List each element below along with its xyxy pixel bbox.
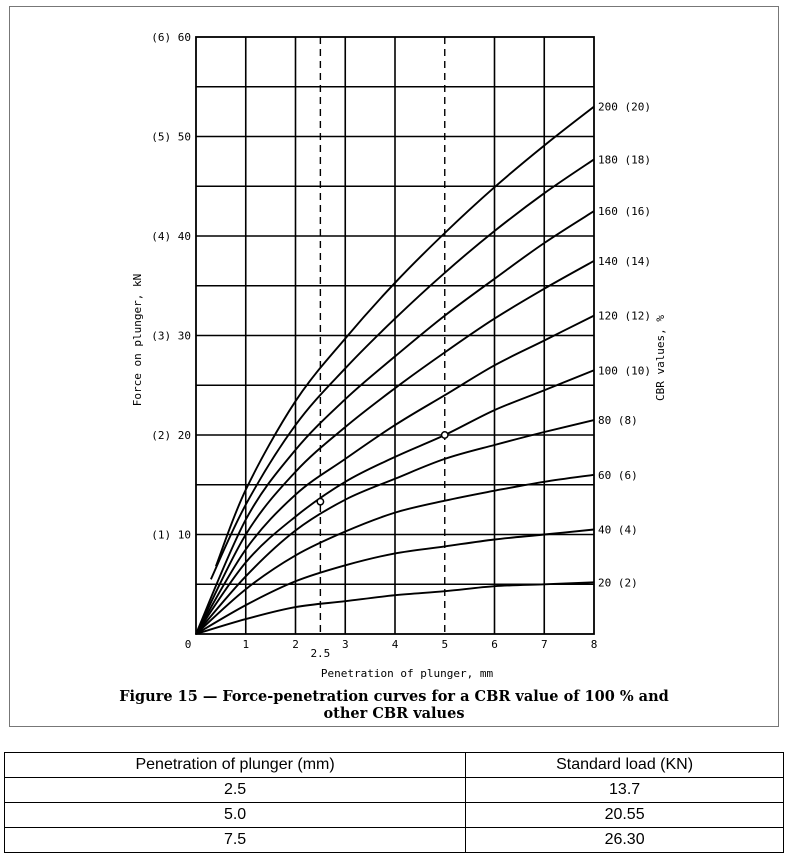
- penetration-cell: 5.0: [5, 803, 466, 828]
- table-row: [5, 778, 784, 803]
- table-row: [5, 828, 784, 853]
- y-tick-label: (6) 60: [151, 31, 191, 44]
- column-header-standard-load: Standard load (KN): [466, 753, 784, 778]
- cbr-curve-label: 60 (6): [598, 468, 638, 482]
- y-tick-label: (2) 20: [151, 429, 191, 442]
- y-axis-title: Force on plunger, kN: [131, 273, 144, 407]
- x-tick-label: 4: [391, 638, 399, 651]
- x-tick-label: 3: [341, 638, 349, 651]
- cbr-curve-label: 100 (10): [598, 364, 651, 378]
- y-tick-label: (5) 50: [151, 130, 191, 144]
- table-header-row: [5, 753, 784, 778]
- x-tick-label: 0: [184, 638, 192, 651]
- table-row: [5, 803, 784, 828]
- reference-point-marker: [442, 432, 448, 438]
- cbr-curve-label: 20 (2): [598, 576, 638, 590]
- cbr-curve-label: 40 (4): [598, 523, 638, 537]
- penetration-cell: 2.5: [5, 778, 466, 803]
- y-tick-label: (3) 30: [151, 329, 191, 343]
- column-header-penetration: Penetration of plunger (mm): [5, 753, 466, 778]
- penetration-cell: 7.5: [5, 828, 466, 853]
- x-tick-label: 8: [590, 638, 598, 651]
- reference-point-marker: [317, 498, 323, 504]
- y-tick-label: (4) 40: [151, 230, 191, 243]
- x-tick-label: 2.5: [310, 647, 331, 660]
- cbr-curve-label: 160 (16): [598, 205, 651, 219]
- x-axis-title: Penetration of plunger, mm: [320, 667, 494, 680]
- standard-load-cell: 20.55: [466, 803, 784, 828]
- figure-caption-line-2: other CBR values: [323, 705, 465, 722]
- x-tick-label: 6: [491, 638, 498, 651]
- standard-load-table: [4, 752, 784, 853]
- cbr-curve-label: 80 (8): [598, 414, 638, 428]
- cbr-curve-180: [211, 159, 594, 579]
- standard-load-cell: 26.30: [466, 828, 784, 853]
- cbr-curve-label: 140 (14): [598, 254, 651, 268]
- cbr-curve-label: 200 (20): [598, 100, 651, 114]
- secondary-axis-title: CBR values, %: [654, 314, 667, 402]
- x-tick-label: 5: [441, 638, 449, 651]
- x-tick-label: 1: [242, 638, 250, 651]
- y-tick-label: (1) 10: [151, 528, 191, 542]
- x-tick-label: 7: [540, 638, 548, 651]
- x-tick-label: 2: [292, 638, 299, 651]
- standard-load-cell: 13.7: [466, 778, 784, 803]
- cbr-curve-label: 180 (18): [598, 153, 651, 167]
- cbr-curve-label: 120 (12): [598, 309, 651, 323]
- figure-caption-line-1: Figure 15 — Force-penetration curves for a CBR value of 100 % and: [119, 688, 669, 705]
